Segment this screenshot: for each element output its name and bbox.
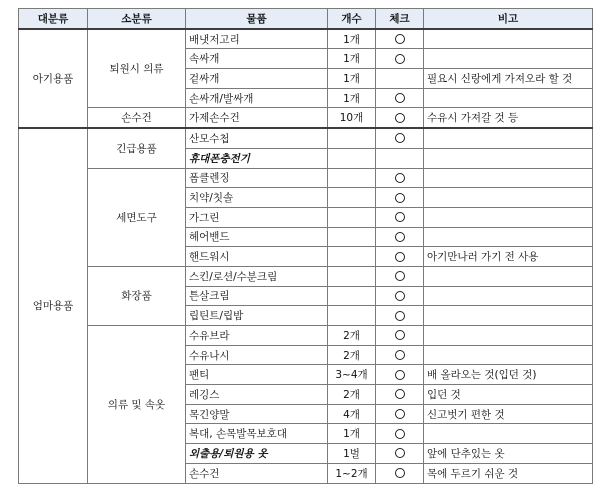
table-row [19, 108, 593, 128]
quantity-cell: 10개 [328, 108, 376, 128]
note-cell: 배 올라오는 것(입던 것) [424, 365, 593, 385]
item-cell: 겉싸개 [186, 69, 328, 89]
note-cell [424, 266, 593, 286]
item-cell: 튼살크림 [186, 286, 328, 306]
minor-category-cell: 의류 및 속옷 [88, 326, 186, 484]
check-circle-icon[interactable] [395, 93, 405, 103]
check-cell[interactable] [376, 108, 424, 128]
item-cell: 배냇저고리 [186, 29, 328, 49]
quantity-cell: 1벌 [328, 444, 376, 464]
item-cell: 산모수첩 [186, 128, 328, 148]
major-category-cell: 아기용품 [19, 29, 88, 128]
quantity-cell: 1개 [328, 88, 376, 108]
note-cell: 필요시 신랑에게 가져오라 할 것 [424, 69, 593, 89]
quantity-cell: 1개 [328, 29, 376, 49]
item-cell: 핸드워시 [186, 247, 328, 267]
table-row [19, 326, 593, 346]
item-cell: 복대, 손목발목보호대 [186, 424, 328, 444]
item-cell: 외출용/퇴원용 옷 [186, 444, 328, 464]
header-row [19, 9, 593, 29]
item-cell: 립틴트/립밤 [186, 306, 328, 326]
check-circle-icon[interactable] [395, 350, 405, 360]
note-cell: 신고벗기 편한 것 [424, 404, 593, 424]
check-cell[interactable] [376, 49, 424, 69]
check-cell[interactable] [376, 29, 424, 49]
table-row [19, 266, 593, 286]
note-cell: 아기만나러 가기 전 사용 [424, 247, 593, 267]
minor-category-cell: 손수건 [88, 108, 186, 128]
note-cell [424, 345, 593, 365]
check-circle-icon[interactable] [395, 34, 405, 44]
note-cell: 목에 두르기 쉬운 것 [424, 463, 593, 483]
item-cell: 가그린 [186, 207, 328, 227]
note-cell: 앞에 단추있는 옷 [424, 444, 593, 464]
check-cell[interactable] [376, 365, 424, 385]
note-cell: 입던 것 [424, 385, 593, 405]
item-cell: 헤어밴드 [186, 227, 328, 247]
note-cell [424, 207, 593, 227]
check-cell[interactable] [376, 444, 424, 464]
check-cell[interactable] [376, 188, 424, 208]
item-cell: 손수건 [186, 463, 328, 483]
quantity-cell [328, 148, 376, 168]
item-cell: 목긴양말 [186, 404, 328, 424]
check-circle-icon[interactable] [395, 113, 405, 123]
check-cell[interactable] [376, 148, 424, 168]
check-cell[interactable] [376, 88, 424, 108]
quantity-cell [328, 188, 376, 208]
check-cell[interactable] [376, 326, 424, 346]
major-category-cell: 엄마용품 [19, 128, 88, 483]
quantity-cell: 1개 [328, 424, 376, 444]
check-circle-icon[interactable] [395, 409, 405, 419]
check-circle-icon[interactable] [395, 389, 405, 399]
check-cell[interactable] [376, 69, 424, 89]
check-circle-icon[interactable] [395, 429, 405, 439]
item-cell: 레깅스 [186, 385, 328, 405]
check-circle-icon[interactable] [395, 193, 405, 203]
check-cell[interactable] [376, 286, 424, 306]
quantity-cell: 2개 [328, 326, 376, 346]
check-circle-icon[interactable] [395, 271, 405, 281]
check-circle-icon[interactable] [395, 330, 405, 340]
item-cell: 수유나시 [186, 345, 328, 365]
check-cell[interactable] [376, 345, 424, 365]
check-circle-icon[interactable] [395, 311, 405, 321]
item-cell: 속싸개 [186, 49, 328, 69]
note-cell [424, 29, 593, 49]
check-circle-icon[interactable] [395, 370, 405, 380]
checklist-table [18, 8, 593, 484]
item-cell: 폼클렌징 [186, 168, 328, 188]
check-circle-icon[interactable] [395, 173, 405, 183]
check-cell[interactable] [376, 266, 424, 286]
item-cell: 손싸개/발싸개 [186, 88, 328, 108]
quantity-cell: 1개 [328, 49, 376, 69]
quantity-cell [328, 266, 376, 286]
note-cell [424, 128, 593, 148]
check-circle-icon[interactable] [395, 468, 405, 478]
note-cell [424, 286, 593, 306]
check-circle-icon[interactable] [395, 448, 405, 458]
item-cell: 수유브라 [186, 326, 328, 346]
note-cell [424, 168, 593, 188]
quantity-cell [328, 247, 376, 267]
quantity-cell: 1개 [328, 69, 376, 89]
item-cell: 가제손수건 [186, 108, 328, 128]
check-cell[interactable] [376, 247, 424, 267]
quantity-cell [328, 168, 376, 188]
header-major-category: 대분류 [19, 9, 88, 29]
quantity-cell [328, 207, 376, 227]
check-cell[interactable] [376, 404, 424, 424]
check-cell[interactable] [376, 463, 424, 483]
quantity-cell: 4개 [328, 404, 376, 424]
table-row [19, 128, 593, 148]
check-circle-icon[interactable] [395, 133, 405, 143]
item-cell: 스킨/로션/수분크림 [186, 266, 328, 286]
minor-category-cell: 세면도구 [88, 168, 186, 266]
note-cell [424, 326, 593, 346]
note-cell [424, 188, 593, 208]
check-cell[interactable] [376, 207, 424, 227]
check-cell[interactable] [376, 227, 424, 247]
check-cell[interactable] [376, 168, 424, 188]
check-circle-icon[interactable] [395, 54, 405, 64]
note-cell [424, 424, 593, 444]
check-cell[interactable] [376, 128, 424, 148]
header-item: 물품 [186, 9, 328, 29]
check-circle-icon[interactable] [395, 252, 405, 262]
item-cell: 휴대폰충전기 [186, 148, 328, 168]
quantity-cell: 2개 [328, 345, 376, 365]
header-quantity: 개수 [328, 9, 376, 29]
header-note: 비고 [424, 9, 593, 29]
table-row [19, 168, 593, 188]
check-cell[interactable] [376, 306, 424, 326]
check-circle-icon[interactable] [395, 212, 405, 222]
header-minor-category: 소분류 [88, 9, 186, 29]
minor-category-cell: 퇴원시 의류 [88, 29, 186, 108]
item-cell: 치약/칫솔 [186, 188, 328, 208]
check-cell[interactable] [376, 385, 424, 405]
header-check: 체크 [376, 9, 424, 29]
quantity-cell: 3~4개 [328, 365, 376, 385]
quantity-cell [328, 227, 376, 247]
quantity-cell [328, 128, 376, 148]
table-row [19, 29, 593, 49]
note-cell [424, 88, 593, 108]
minor-category-cell: 화장품 [88, 266, 186, 325]
note-cell [424, 227, 593, 247]
note-cell [424, 306, 593, 326]
check-cell[interactable] [376, 424, 424, 444]
check-circle-icon[interactable] [395, 291, 405, 301]
note-cell [424, 49, 593, 69]
note-cell: 수유시 가져갈 것 등 [424, 108, 593, 128]
note-cell [424, 148, 593, 168]
minor-category-cell: 긴급용품 [88, 128, 186, 168]
quantity-cell: 1~2개 [328, 463, 376, 483]
quantity-cell [328, 286, 376, 306]
quantity-cell: 2개 [328, 385, 376, 405]
item-cell: 팬티 [186, 365, 328, 385]
check-circle-icon[interactable] [395, 232, 405, 242]
quantity-cell [328, 306, 376, 326]
